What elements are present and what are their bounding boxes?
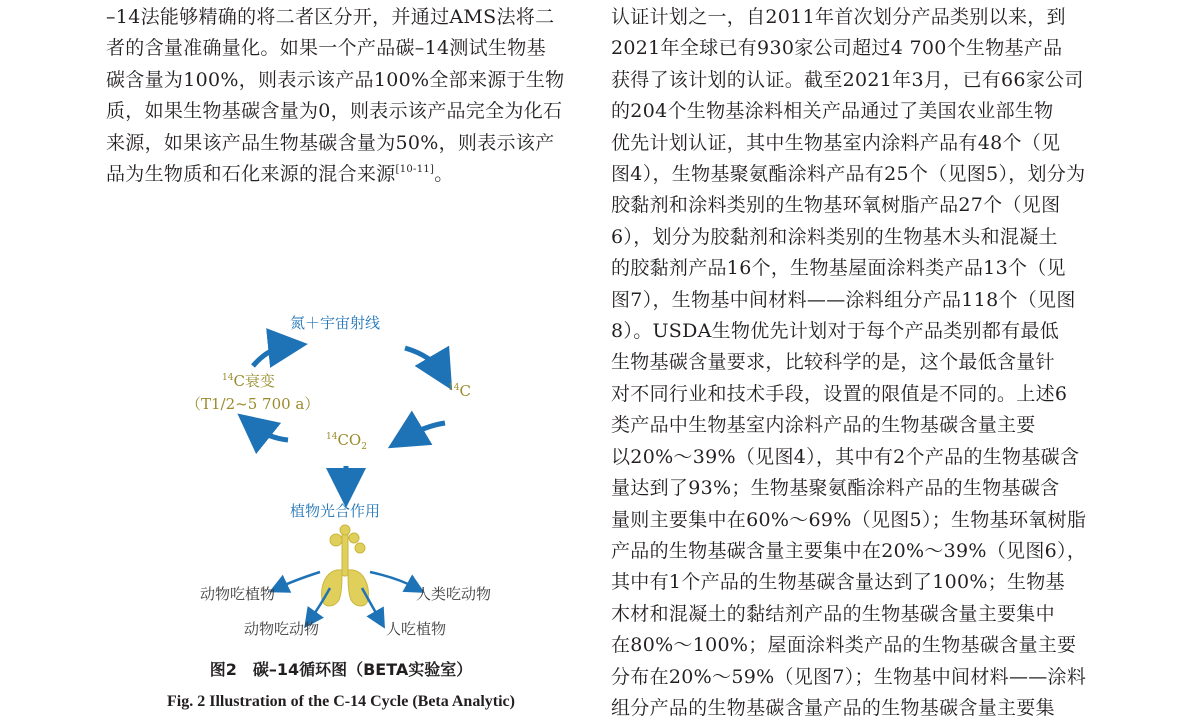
body-line: 分布在20%～59%（见图7）；生物基中间材料——涂料: [611, 665, 1087, 688]
body-line: 者的含量准确量化。如果一个产品碳–14测试生物基: [106, 37, 546, 60]
cycle-arrow-icon: [253, 346, 288, 366]
cycle-arrow-icon: [405, 348, 442, 373]
animal-eats-animal-label: 动物吃动物: [244, 620, 320, 638]
body-line: 8）。USDA生物优先计划对于每个产品类别都有最低: [611, 320, 1060, 343]
body-line: 类产品中生物基室内涂料产品的生物基碳含量主要: [611, 414, 1036, 437]
c14-cycle-figure: [120, 288, 560, 648]
body-line: 量则主要集中在60%～69%（见图5）；生物基环氧树脂: [611, 508, 1087, 531]
figure-caption-en: Fig. 2 Illustration of the C-14 Cycle (Beta Analytic): [167, 693, 515, 710]
body-line: 优先计划认证，其中生物基室内涂料产品有48个（见: [611, 131, 1061, 154]
body-line: 组分产品的生物基碳含量产品的生物基碳含量主要集: [611, 696, 1055, 719]
body-line: 其中有1个产品的生物基碳含量达到了100%；生物基: [611, 571, 1065, 594]
body-line: 量达到了93%；生物基聚氨酯涂料产品的生物基碳含: [611, 477, 1060, 500]
plant-lungs-icon: [322, 525, 369, 606]
cycle-diagram: [120, 288, 560, 648]
right-column: [611, 2, 1085, 724]
cycle-arrow-icon: [253, 426, 288, 440]
c14-label: $^{14}$C: [448, 382, 471, 400]
body-line: 的胶黏剂产品16个，生物基屋面涂料类产品13个（见: [611, 257, 1066, 280]
body-line: 对不同行业和技术手段，设置的限值是不同的。上述6: [611, 382, 1068, 405]
nitrogen-cosmic-label: 氮＋宇宙射线: [290, 314, 381, 332]
body-line: –14法能够精确的将二者区分开，并通过AMS法将二: [106, 6, 555, 28]
body-line: 的204个生物基涂料相关产品通过了美国农业部生物: [611, 100, 1054, 123]
citation-ref[interactable]: [10-11]: [395, 164, 435, 176]
body-line: 2021年全球已有930家公司超过4 700个生物基产品: [611, 37, 1063, 60]
body-line: 质，如果生物基碳含量为0，则表示该产品完全为化石: [106, 100, 563, 123]
animal-eats-plant-label: 动物吃植物: [200, 585, 276, 603]
co2-label: $^{14}CO_2$: [326, 431, 367, 452]
branch-arrow-icon: [278, 572, 320, 588]
human-eats-animal-label: 人类吃动物: [416, 585, 492, 603]
body-line: 图7），生物基中间材料——涂料组分产品118个（见图: [611, 288, 1076, 311]
photosynthesis-label: 植物光合作用: [290, 502, 381, 520]
body-line: 生物基碳含量要求，比较科学的是，这个最低含量针: [611, 351, 1055, 374]
body-line: 获得了该计划的认证。截至2021年3月，已有66家公司: [611, 68, 1084, 91]
body-line: 以20%～39%（见图4），其中有2个产品的生物基碳含: [611, 445, 1080, 468]
half-life-label: （T1/2~5 700 a）: [186, 395, 320, 413]
body-line: 胶黏剂和涂料类别的生物基环氧树脂产品27个（见图: [611, 194, 1061, 217]
body-line: 图4），生物基聚氨酯涂料产品有25个（见图5），划分为: [611, 163, 1086, 186]
body-line: 碳含量为100%，则表示该产品100%全部来源于生物: [106, 68, 565, 91]
body-line: 来源，如果该产品生物基碳含量为50%，则表示该产: [106, 131, 555, 154]
c14-decay-label: $^{14}$C衰变: [222, 372, 275, 390]
figure-caption-cn: 图2 碳–14循环图（BETA实验室）: [209, 660, 473, 679]
body-line: 在80%～100%；屋面涂料类产品的生物基碳含量主要: [611, 634, 1077, 657]
body-line: 6），划分为胶黏剂和涂料类别的生物基木头和混凝土: [611, 225, 1058, 248]
body-line: 木材和混凝土的黏结剂产品的生物基碳含量主要集中: [611, 602, 1055, 625]
cycle-arrow-icon: [405, 423, 445, 438]
body-line-last: [106, 159, 576, 190]
body-line-end: 。: [434, 163, 454, 186]
body-line-text: 品为生物质和石化来源的混合来源: [106, 163, 396, 186]
left-column: [106, 2, 576, 190]
body-line: 认证计划之一，自2011年首次划分产品类别以来，到: [611, 6, 1066, 28]
human-eats-plant-label: 人吃植物: [386, 620, 447, 638]
branch-arrow-icon: [370, 572, 416, 588]
body-line: 产品的生物基碳含量主要集中在20%～39%（见图6），: [611, 539, 1087, 562]
